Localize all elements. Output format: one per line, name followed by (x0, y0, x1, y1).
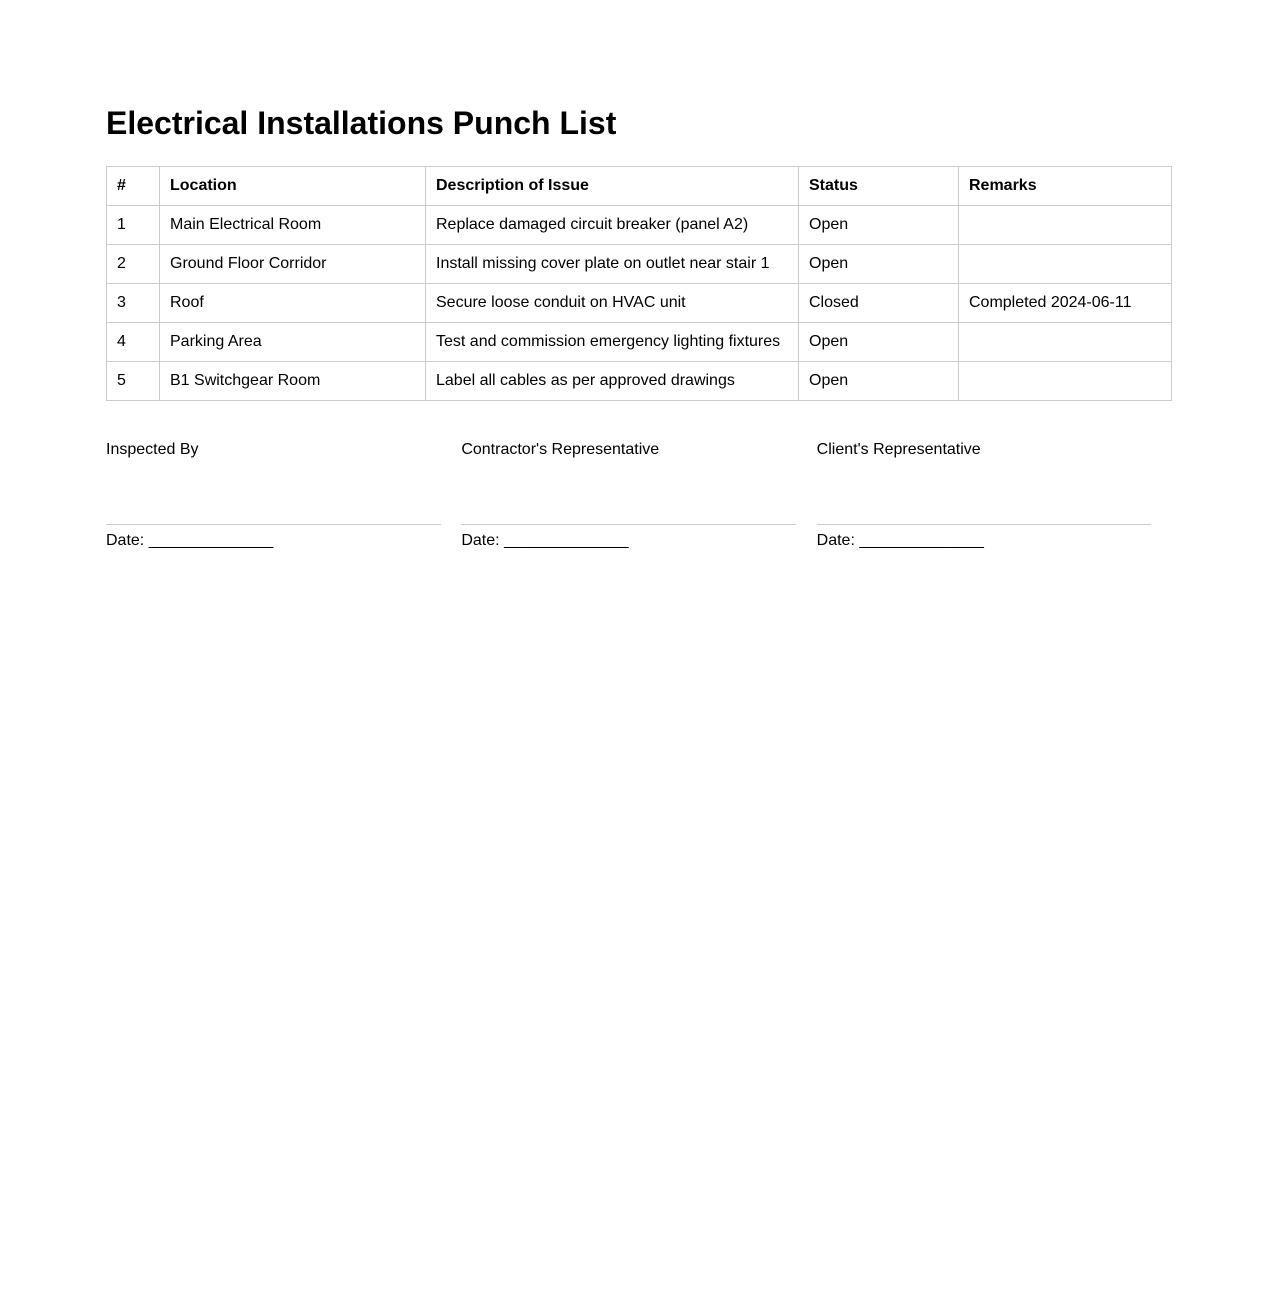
cell-status: Open (799, 362, 959, 401)
header-description: Description of Issue (426, 167, 799, 206)
signature-block-contractor (461, 440, 796, 551)
signature-line (461, 524, 796, 525)
cell-location: B1 Switchgear Room (160, 362, 426, 401)
cell-location: Ground Floor Corridor (160, 245, 426, 284)
page-title: Electrical Installations Punch List (106, 105, 617, 141)
header-number: # (107, 167, 160, 206)
signature-date: Date: ______________ (816, 532, 984, 549)
cell-description: Test and commission emergency lighting fixtures (426, 323, 799, 362)
signature-label: Inspected By (106, 441, 199, 458)
cell-status: Closed (799, 284, 959, 323)
signature-label: Client's Representative (816, 441, 981, 458)
signature-line (817, 524, 1152, 525)
signature-line (106, 524, 441, 525)
cell-status: Open (799, 245, 959, 284)
header-remarks: Remarks (959, 167, 1172, 206)
punch-list-table (106, 166, 1172, 401)
cell-location: Parking Area (160, 323, 426, 362)
cell-number: 2 (107, 245, 160, 284)
cell-status: Open (799, 206, 959, 245)
cell-number: 3 (107, 284, 160, 323)
table-row (107, 362, 1172, 401)
cell-location: Roof (160, 284, 426, 323)
cell-remarks (959, 362, 1172, 401)
cell-remarks (959, 323, 1172, 362)
header-location: Location (160, 167, 426, 206)
cell-description: Label all cables as per approved drawings (426, 362, 799, 401)
table-row (107, 284, 1172, 323)
cell-number: 4 (107, 323, 160, 362)
cell-remarks (959, 206, 1172, 245)
signature-section (106, 440, 1172, 551)
cell-number: 5 (107, 362, 160, 401)
signature-date: Date: ______________ (106, 532, 274, 549)
cell-description: Secure loose conduit on HVAC unit (426, 284, 799, 323)
cell-remarks (959, 245, 1172, 284)
cell-description: Install missing cover plate on outlet near stair 1 (426, 245, 799, 284)
cell-number: 1 (107, 206, 160, 245)
table-row (107, 245, 1172, 284)
cell-location: Main Electrical Room (160, 206, 426, 245)
signature-block-inspector (106, 440, 441, 551)
cell-description: Replace damaged circuit breaker (panel A2) (426, 206, 799, 245)
table-header-row (107, 167, 1172, 206)
signature-block-client (817, 440, 1152, 551)
cell-status: Open (799, 323, 959, 362)
header-status: Status (799, 167, 959, 206)
cell-remarks: Completed 2024-06-11 (959, 284, 1172, 323)
table-row (107, 323, 1172, 362)
signature-label: Contractor's Representative (461, 441, 660, 458)
table-row (107, 206, 1172, 245)
signature-date: Date: ______________ (461, 532, 629, 549)
